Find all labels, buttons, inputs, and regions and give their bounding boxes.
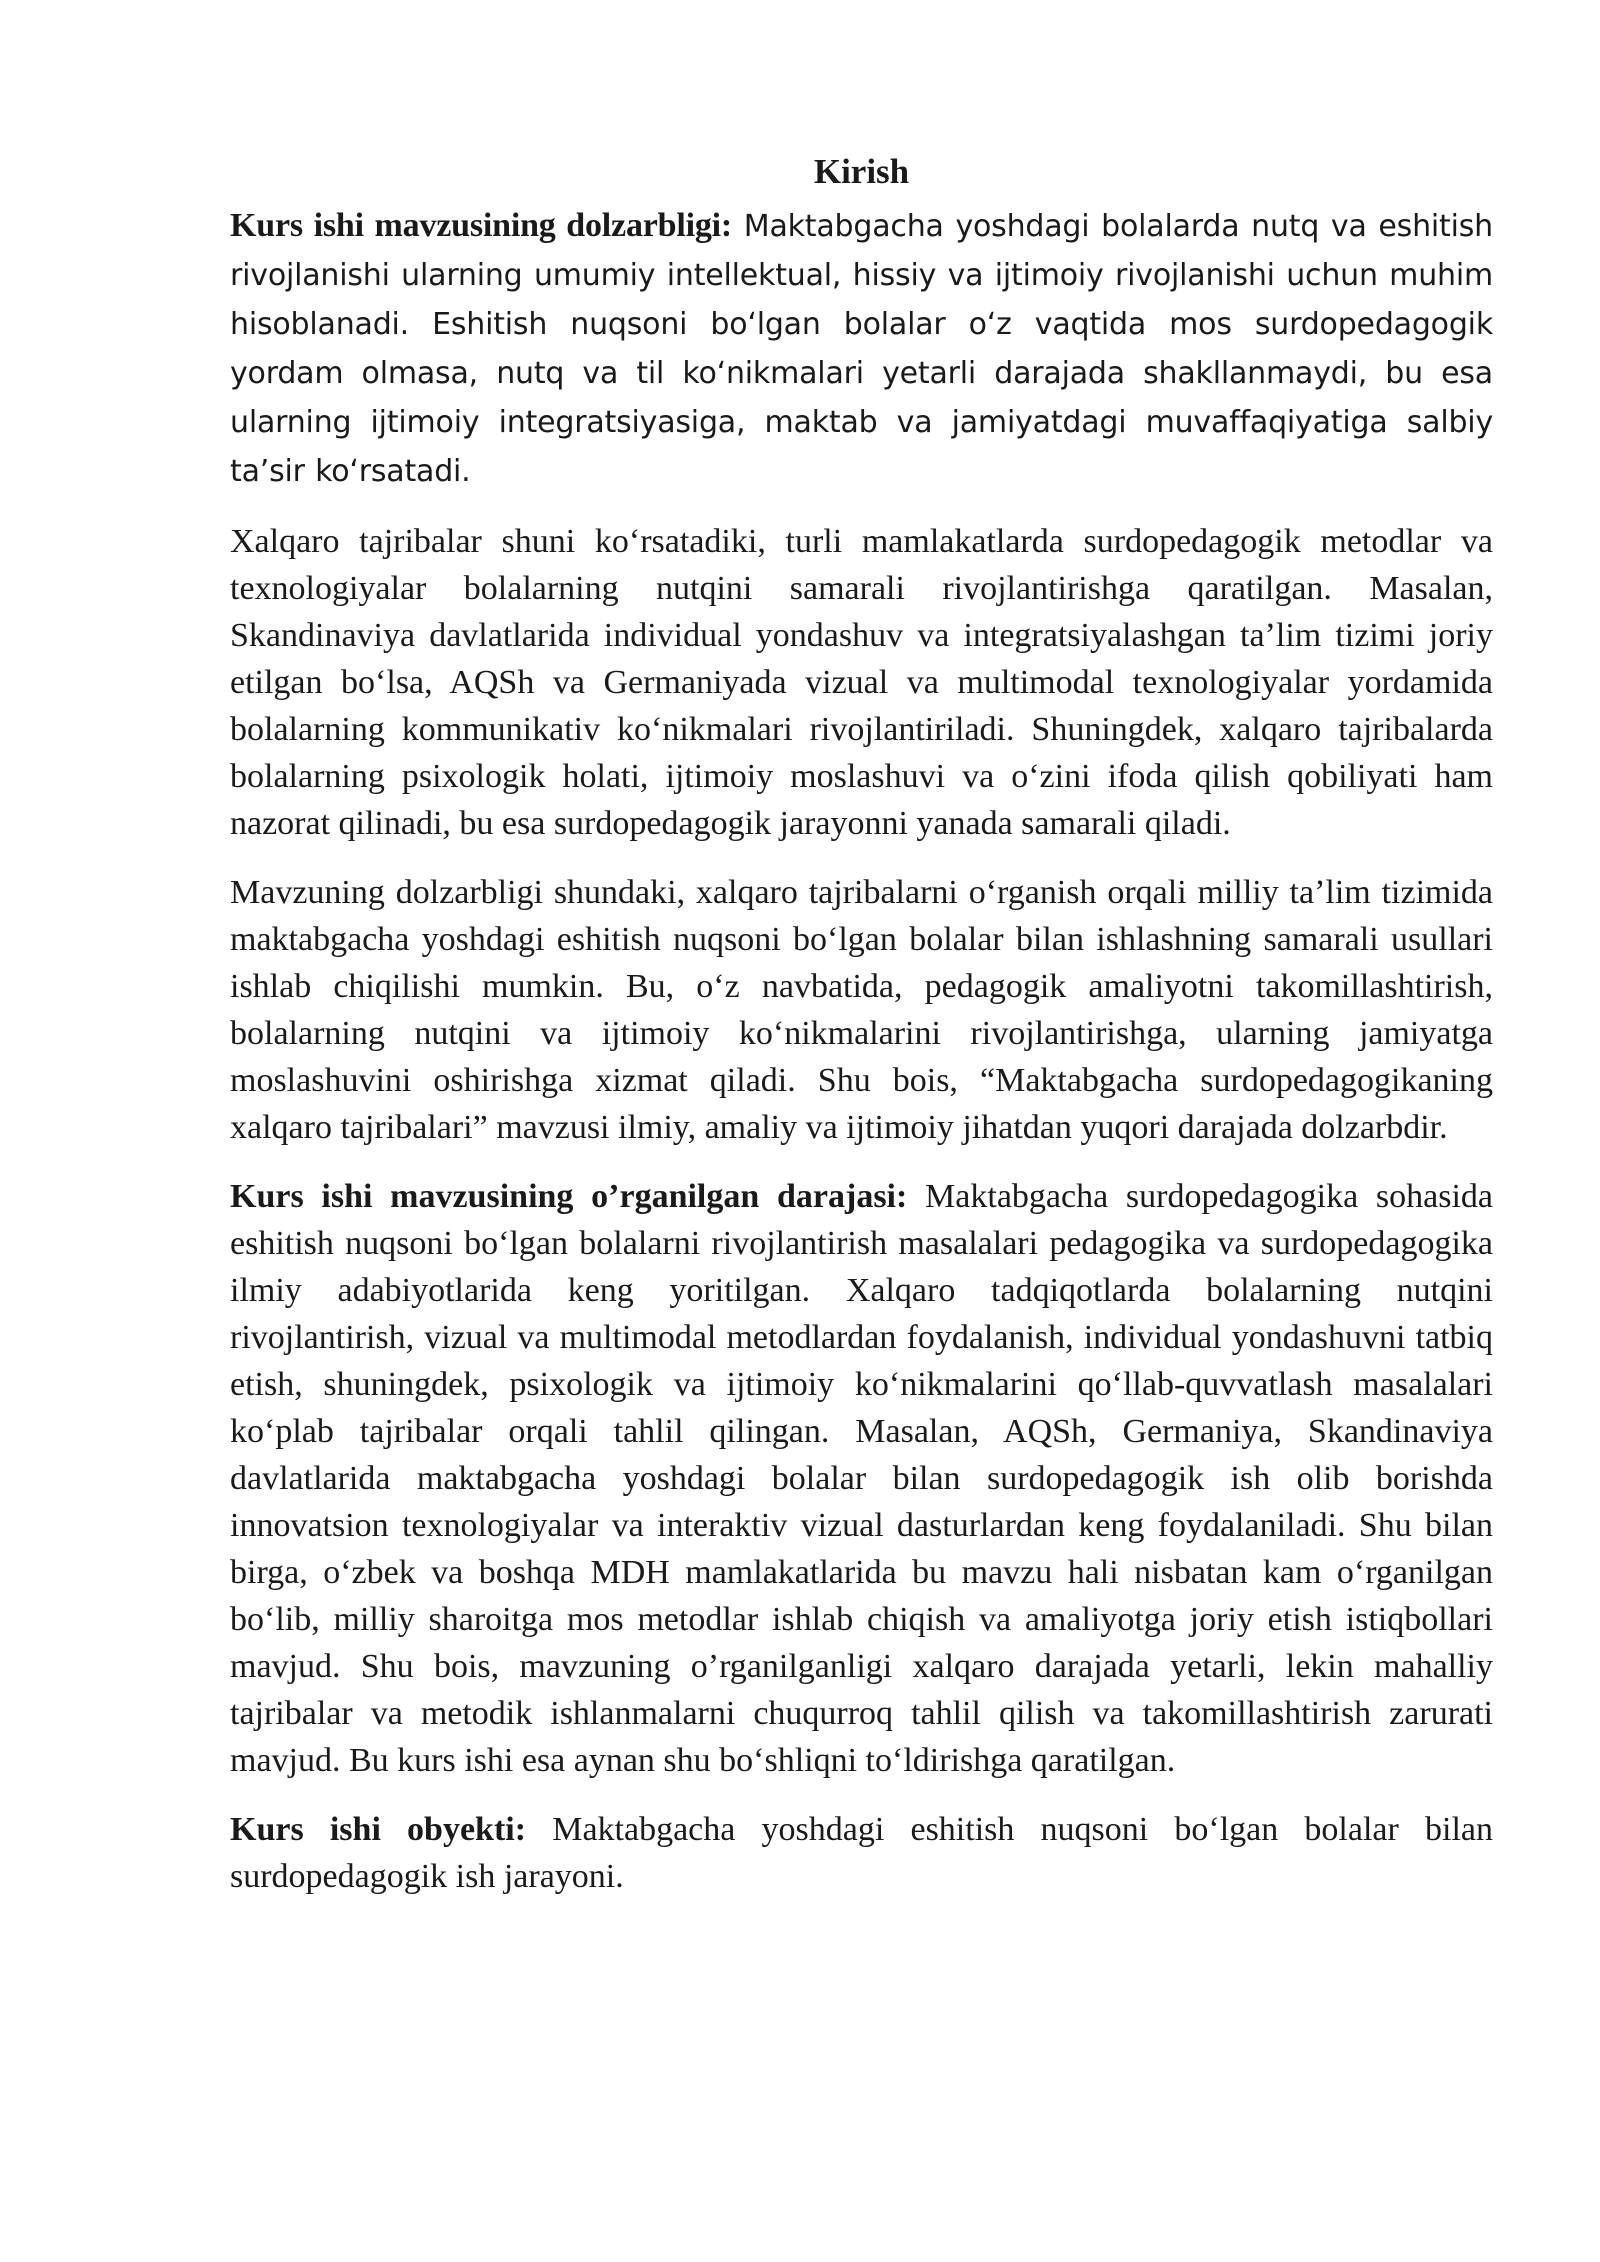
paragraph-lead: Kurs ishi mavzusining dolzarbligi: [230, 207, 733, 244]
paragraph-lead: Kurs ishi mavzusining o’rganilgan darajasi: [230, 1178, 908, 1215]
paragraph-text: Maktabgacha surdopedagogika sohasida eshitish nuqsoni boʻlgan bolalarni rivojlantirish masalalari pedagogika va surdopedagogika ilmiy adabiyotlarida keng yoritilgan. Xalqaro tadqiqotlarda bolalarning nutqini rivojlantirish, vizual va multimodal metodlardan foydalanish, individual yondashuvni tatbiq etish, shuningdek, psixologik va ijtimoiy koʻnikmalarini qoʻllab-quvvatlash masalalari koʻplab tajribalar orqali tahlil qilingan. Masalan, AQSh, Germaniya, Skandinaviya davlatlarida maktabgacha yoshdagi bolalar bilan surdopedagogik ish olib borishda innovatsion texnologiyalar va interaktiv vizual dasturlardan keng foydalaniladi. Shu bilan birga, oʻzbek va boshqa MDH mamlakatlarida bu mavzu hali nisbatan kam oʻrganilgan boʻlib, milliy sharoitga mos metodlar ishlab chiqish va amaliyotga joriy etish istiqbollari mavjud. Shu bois, mavzuning o’rganilganligi xalqaro darajada yetarli, lekin mahalliy tajribalar va metodik ishlanmalarni chuqurroq tahlil qilish va takomillashtirish zarurati mavjud. Bu kurs ishi esa aynan shu boʻshliqni toʻldirishga qaratilgan. [230, 1178, 1493, 1779]
paragraph-study-level [230, 1173, 1493, 1784]
paragraph-relevance-detail [230, 869, 1493, 1151]
paragraph-lead: Kurs ishi obyekti: [230, 1811, 527, 1848]
paragraph-relevance [230, 201, 1493, 496]
paragraph-text: Maktabgacha yoshdagi bolalarda nutq va eshitish rivojlanishi ularning umumiy intellektual, hissiy va ijtimoiy rivojlanishi uchun muhim hisoblanadi. Eshitish nuqsoni boʻlgan bolalar oʻz vaqtida mos surdopedagogik yordam olmasa, nutq va til koʻnikmalari yetarli darajada shakllanmaydi, bu esa ularning ijtimoiy integratsiyasiga, maktab va jamiyatdagi muvaffaqiyatiga salbiy taʼsir koʻrsatadi. [230, 209, 1493, 489]
paragraph-text: Xalqaro tajribalar shuni koʻrsatadiki, turli mamlakatlarda surdopedagogik metodlar va texnologiyalar bolalarning nutqini samarali rivojlantirishga qaratilgan. Masalan, Skandinaviya davlatlarida individual yondashuv va integratsiyalashgan taʼlim tizimi joriy etilgan boʻlsa, AQSh va Germaniyada vizual va multimodal texnologiyalar yordamida bolalarning kommunikativ koʻnikmalari rivojlantiriladi. Shuningdek, xalqaro tajribalarda bolalarning psixologik holati, ijtimoiy moslashuvi va oʻzini ifoda qilish qobiliyati ham nazorat qilinadi, bu esa surdopedagogik jarayonni yanada samarali qiladi. [230, 523, 1493, 842]
paragraph-text: Mavzuning dolzarbligi shundaki, xalqaro tajribalarni oʻrganish orqali milliy taʼlim tizimida maktabgacha yoshdagi eshitish nuqsoni boʻlgan bolalar bilan ishlashning samarali usullari ishlab chiqilishi mumkin. Bu, oʻz navbatida, pedagogik amaliyotni takomillashtirish, bolalarning nutqini va ijtimoiy koʻnikmalarini rivojlantirishga, ularning jamiyatga moslashuvini oshirishga xizmat qiladi. Shu bois, “Maktabgacha surdopedagogikaning xalqaro tajribalari” mavzusi ilmiy, amaliy va ijtimoiy jihatdan yuqori darajada dolzarbdir. [230, 874, 1493, 1146]
paragraph-international-experience [230, 518, 1493, 847]
paragraph-object [230, 1806, 1493, 1900]
page-title: Kirish [813, 152, 910, 191]
document-page [230, 148, 1493, 1922]
paragraph-text: Maktabgacha yoshdagi eshitish nuqsoni boʻlgan bolalar bilan surdopedagogik ish jarayoni. [230, 1811, 1493, 1895]
